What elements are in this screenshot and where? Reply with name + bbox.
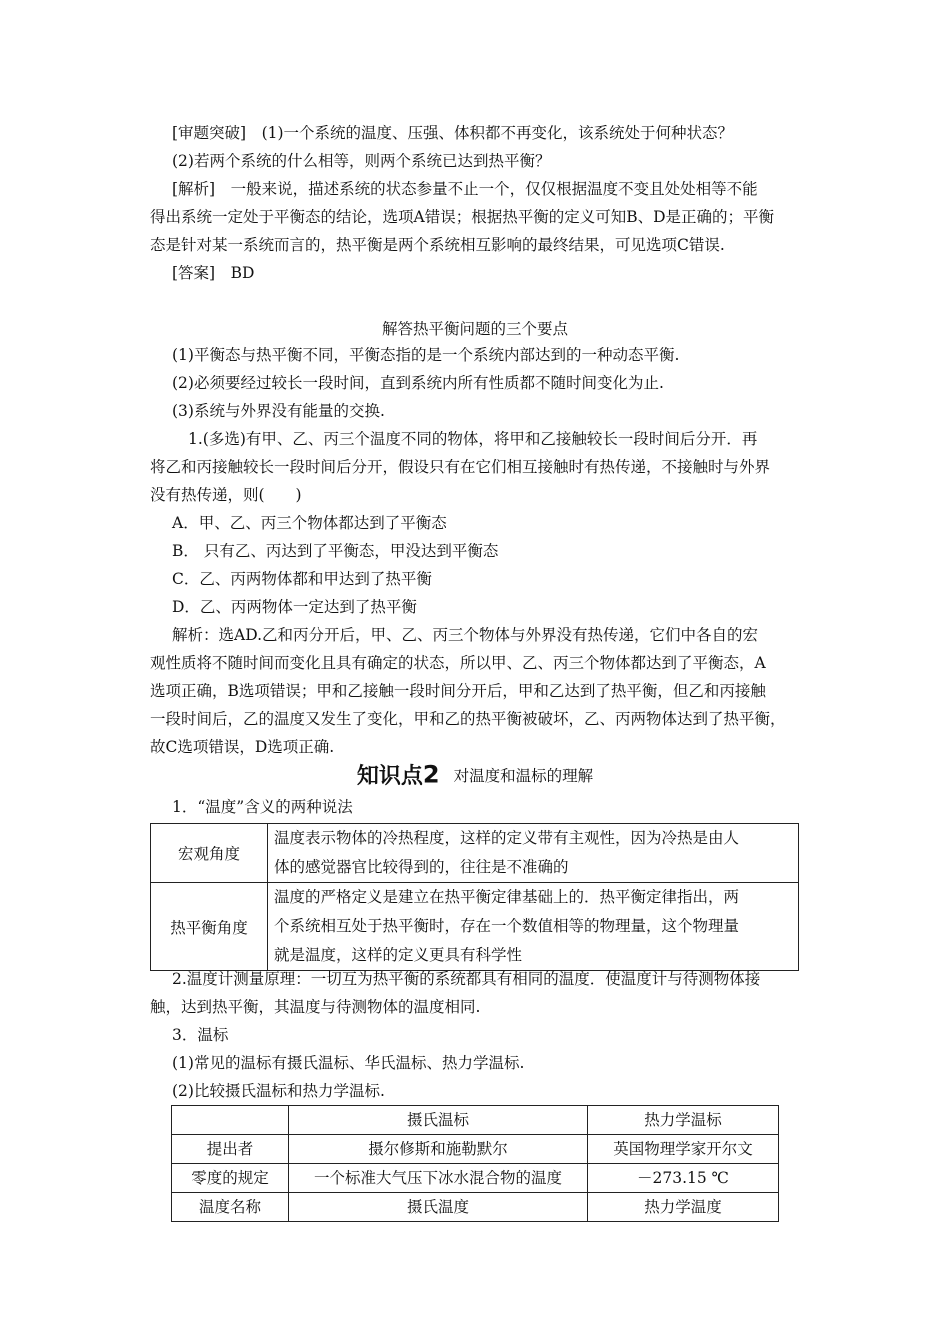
key-point-2: (2)必须要经过较长一段时间，直到系统内所有性质都不随时间变化为止. [172, 374, 664, 392]
question-1-stem-line-1: 1.(多选)有甲、乙、丙三个温度不同的物体，将甲和乙接触较长一段时间后分开．再 [188, 430, 758, 448]
knowledge-point-label: 知识点 [356, 764, 423, 789]
solution-line-5: 故C选项错误，D选项正确. [150, 738, 335, 756]
analysis-line-1: [解析] 一般来说，描述系统的状态参量不止一个，仅仅根据温度不变且处处相等不能 [172, 180, 758, 198]
option-a: A．甲、乙、丙三个物体都达到了平衡态 [172, 514, 447, 532]
table-cell: 英国物理学家开尔文 [588, 1135, 779, 1164]
measurement-principle-line-1: 2.温度计测量原理：一切互为热平衡的系统都具有相同的温度．使温度计与待测物体接 [172, 970, 761, 988]
table-cell: 提出者 [172, 1135, 289, 1164]
review-breakthrough-line: [审题突破] (1)一个系统的温度、压强、体积都不再变化，该系统处于何种状态？ [172, 124, 734, 142]
solution-line-3: 选项正确，B选项错误；甲和乙接触一段时间分开后，甲和乙达到了热平衡，但乙和丙接触 [150, 682, 766, 700]
table-row [172, 1193, 779, 1222]
scale-point-2: (2)比较摄氏温标和热力学温标. [172, 1082, 385, 1100]
temperature-meaning-table [150, 823, 799, 971]
cell-line: 就是温度，这样的定义更具有科学性 [274, 946, 523, 964]
option-c: C．乙、丙两物体都和甲达到了热平衡 [172, 570, 432, 588]
table-cell [268, 824, 799, 883]
solution-line-2: 观性质将不随时间而变化且具有确定的状态，所以甲、乙、丙三个物体都达到了平衡态，A [150, 654, 766, 672]
scale-point-1: (1)常见的温标有摄氏温标、华氏温标、热力学温标. [172, 1054, 525, 1072]
knowledge-point-title: 对温度和温标的理解 [453, 766, 594, 785]
table-header-cell [172, 1106, 289, 1135]
question-1-stem-line-3: 没有热传递，则( ) [150, 486, 302, 504]
table-header-cell: 摄氏温标 [289, 1106, 588, 1135]
option-b: B． 只有乙、丙达到了平衡态，甲没达到平衡态 [172, 542, 499, 560]
cell-line: 个系统相互处于热平衡时，存在一个数值相等的物理量，这个物理量 [274, 917, 740, 935]
table-header-cell: 热力学温标 [588, 1106, 779, 1135]
question-1-stem-line-2: 将乙和丙接触较长一段时间后分开，假设只有在它们相互接触时有热传递，不接触时与外界 [150, 458, 771, 476]
solution-line-1: 解析：选AD.乙和丙分开后，甲、乙、丙三个物体与外界没有热传递，它们中各自的宏 [172, 626, 758, 644]
solution-line-4: 一段时间后，乙的温度又发生了变化，甲和乙的热平衡被破坏，乙、丙两物体达到了热平衡， [150, 710, 786, 728]
scale-comparison-table [171, 1105, 779, 1222]
key-point-3: (3)系统与外界没有能量的交换. [172, 402, 385, 420]
analysis-line-2: 得出系统一定处于平衡态的结论，选项A错误；根据热平衡的定义可知B、D是正确的；平衡 [150, 208, 775, 226]
key-points-heading: 解答热平衡问题的三个要点 [381, 320, 568, 338]
table-row [151, 824, 799, 883]
key-point-1: (1)平衡态与热平衡不同，平衡态指的是一个系统内部达到的一种动态平衡. [172, 346, 680, 364]
table-cell: 一个标准大气压下冰水混合物的温度 [289, 1164, 588, 1193]
review-question-2: (2)若两个系统的什么相等，则两个系统已达到热平衡？ [172, 152, 551, 170]
table-header-row [172, 1106, 779, 1135]
table-cell: 摄尔修斯和施勒默尔 [289, 1135, 588, 1164]
table-cell: 热平衡角度 [151, 883, 268, 971]
cell-line: 体的感觉器官比较得到的，往往是不准确的 [274, 858, 569, 876]
table-row [151, 883, 799, 971]
table-cell: －273.15 ℃ [588, 1164, 779, 1193]
option-d: D．乙、丙两物体一定达到了热平衡 [172, 598, 417, 616]
table-cell: 热力学温度 [588, 1193, 779, 1222]
cell-line: 温度表示物体的冷热程度，这样的定义带有主观性，因为冷热是由人 [274, 829, 740, 847]
table-cell: 宏观角度 [151, 824, 268, 883]
cell-line: 温度的严格定义是建立在热平衡定律基础上的．热平衡定律指出，两 [274, 888, 740, 906]
analysis-line-3: 态是针对某一系统而言的，热平衡是两个系统相互影响的最终结果，可见选项C错误. [150, 236, 725, 254]
temperature-meaning-heading: 1．“温度”含义的两种说法 [172, 798, 353, 816]
answer-line: [答案] BD [172, 264, 255, 282]
knowledge-point-number: 2 [422, 760, 440, 789]
table-cell: 零度的规定 [172, 1164, 289, 1193]
table-row [172, 1135, 779, 1164]
scale-heading: 3．温标 [172, 1026, 229, 1044]
table-cell [268, 883, 799, 971]
table-cell: 摄氏温度 [289, 1193, 588, 1222]
table-row [172, 1164, 779, 1193]
measurement-principle-line-2: 触，达到热平衡，其温度与待测物体的温度相同. [150, 998, 481, 1016]
knowledge-point-heading [0, 759, 950, 790]
table-cell: 温度名称 [172, 1193, 289, 1222]
